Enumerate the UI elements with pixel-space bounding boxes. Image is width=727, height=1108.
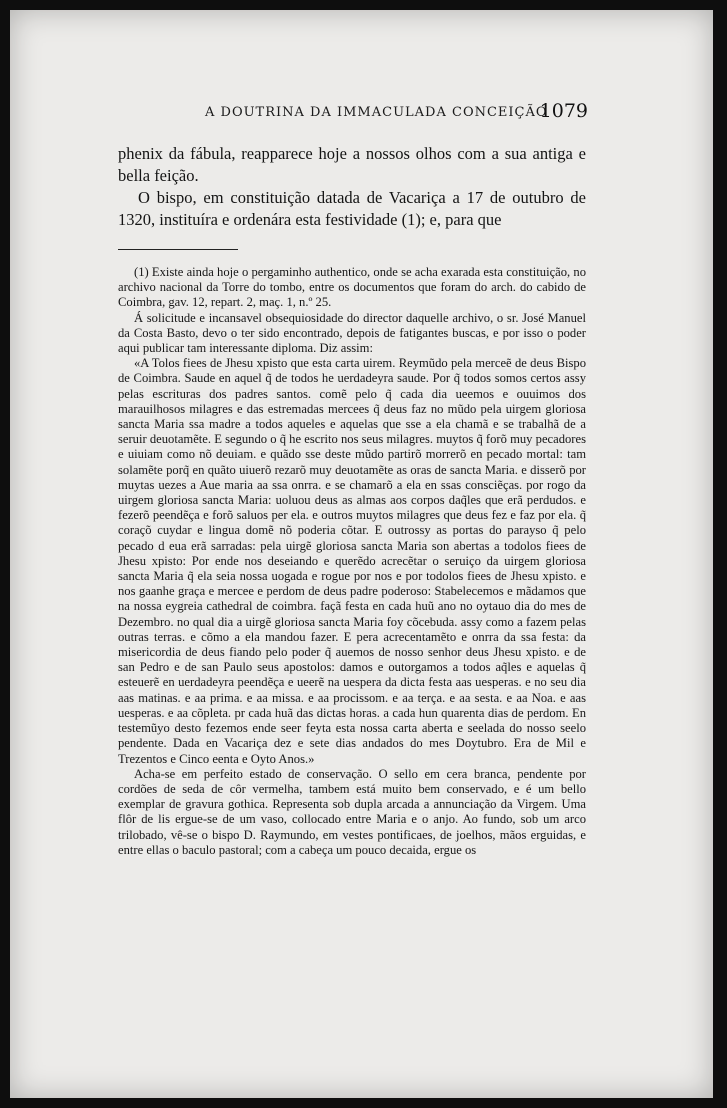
page-header [118, 100, 598, 124]
footnote-paragraph: Á solicitude e incansavel obsequiosidade do director daquelle archivo, o sr. José Manuel da Costa Basto, devo o ter sido encontrado, depois de fatigantes buscas, e por isso o poder aqui publicar tam interessante diploma. Diz assim: [118, 310, 586, 356]
page-number: 1079 [539, 100, 588, 122]
footnote-paragraph: Acha-se em perfeito estado de conservação. O sello em cera branca, pendente por cordões de seda de côr vermelha, tambem está muito bem conservado, e é um bello exemplar de gravura gothica. Representa sob dupla arcada a annunciação da Virgem. Uma flôr de lis ergue-se de um vaso, collocado entre Maria e o anjo. Ao fundo, sob um arco trilobado, vê-se o bispo D. Raymundo, em vestes pontificaes, de joelhos, mãos erguidas, e entre ellas o baculo pastoral; com a cabeça um pouco decaida, ergue os [118, 766, 586, 857]
main-paragraph: O bispo, em constituição datada de Vacariça a 17 de outubro de 1320, instituíra e ordenára esta festividade (1); e, para que [118, 188, 586, 229]
footnote-quotation: «A Tolos fiees de Jhesu xpisto que esta carta uirem. Reymũdo pela merceẽ de deus Bispo de Coimbra. Saude en aquel q̃ de todos he uerdadeyra saude. Por q̃ todos somos certos assy pelas escrituras dos padres santos. comẽ pelo q̃ cada dia ueemos e ouuimos dos marauilhosos milagres e das estremadas mercees q̃ deus faz no mũdo pela uirgem gloriosa sancta Maria ssa madre a todos aqueles e aquelas que sse a ela chamã e se trabalhã de a seruir deuotamẽte. E segundo o q̃ he escrito nos seus milagres. muytos q̃ forõ muy pecadores e uiuiam como nõ deuiam. e quãdo sse deste mũdo partirõ morrerõ en pecado mortal: tam solamẽte porq̃ en quãto uiuerõ rezarõ muy deuotamẽte as oras de sancta Maria. e disserõ por muytas uezes a Aue maria aa ssa onrra. e se chamarõ a ela en ssas consciẽças. por rogo da uirgem gloriosa sancta Maria: uoluou deus as almas aos corpos daq̃les que erã perdudos. e fezerõ peendẽça e forõ saluos per ela. e outros muytos milagres que deus fez e faz por ela. q̃ coraçõ cuydar e lingua domẽ nõ poderia cõtar. E outrossy as portas do parayso q̃ pelo pecado d eua erã sarradas: pela uirgẽ gloriosa sancta Maria son abertas a todolos fiees de Jhesu xpisto: Por ende nos deseiando e querẽdo acrecẽtar o seruiço da uirgem gloriosa sancta Maria q̃ ela seia nossa uogada e rogue por nos e por todolos fiees de Jhesu xpisto. e nos gaanhe graça e mercee e perdom de deus padre poderoso: Stabelecemos e mãdamos que na nossa eygreia cathedral de coimbra. façã festa en cada huũ ano no oytauo dia do mes de Dezembro. no qual dia a uirgẽ gloriosa sancta Maria foy cõcebuda. assy como a fazem pelas outras terras. e cõmo a ela mandou fazer. E pera acrecentamẽto e onrra da ssa festa: da misericordia de deus fiando pelo poder q̃ auemos de nosso senhor deus Jhesu xpisto. e de san Pedro e de san Paulo seus apostolos: damos e outorgamos a todos aq̃les e aquelas q̃ esteuerẽ en uerdadeyra peendẽça e ueerẽ na uespera da dicta festa aas uesperas. e no seu dia aas matinas. e aa prima. e aa missa. e aa procissom. e aa terça. e aa sesta. e aa Noa. e aas uesperas. e aa cõpleta. pr cada huã das dictas horas. a cada hun quarenta dias de perdom. En testemũyo desto fezemos ende seer feyta esta nossa carta aberta e seelada do nosso seelo pendente. Dada en Vacariça dez e sete dias andados do mes Doytubro. Era de Mil e Trezentos e Cinco eenta e Oyto Anos.» [118, 356, 586, 766]
footnote-paragraph: (1) Existe ainda hoje o pergaminho authentico, onde se acha exarada esta constituição, no archivo nacional da Torre do tombo, entre os documentos que foram do arch. do cabido de Coimbra, gav. 12, repart. 2, maç. 1, n.º 25. [118, 265, 586, 310]
main-text [118, 143, 586, 231]
running-title: A DOUTRINA DA IMMACULADA CONCEIÇÃO [205, 105, 548, 120]
main-paragraph: phenix da fábula, reapparece hoje a nossos olhos com a sua antiga e bella feição. [118, 144, 586, 185]
footnote-rule [118, 249, 238, 250]
footnotes [118, 265, 586, 858]
book-page [10, 10, 713, 1098]
